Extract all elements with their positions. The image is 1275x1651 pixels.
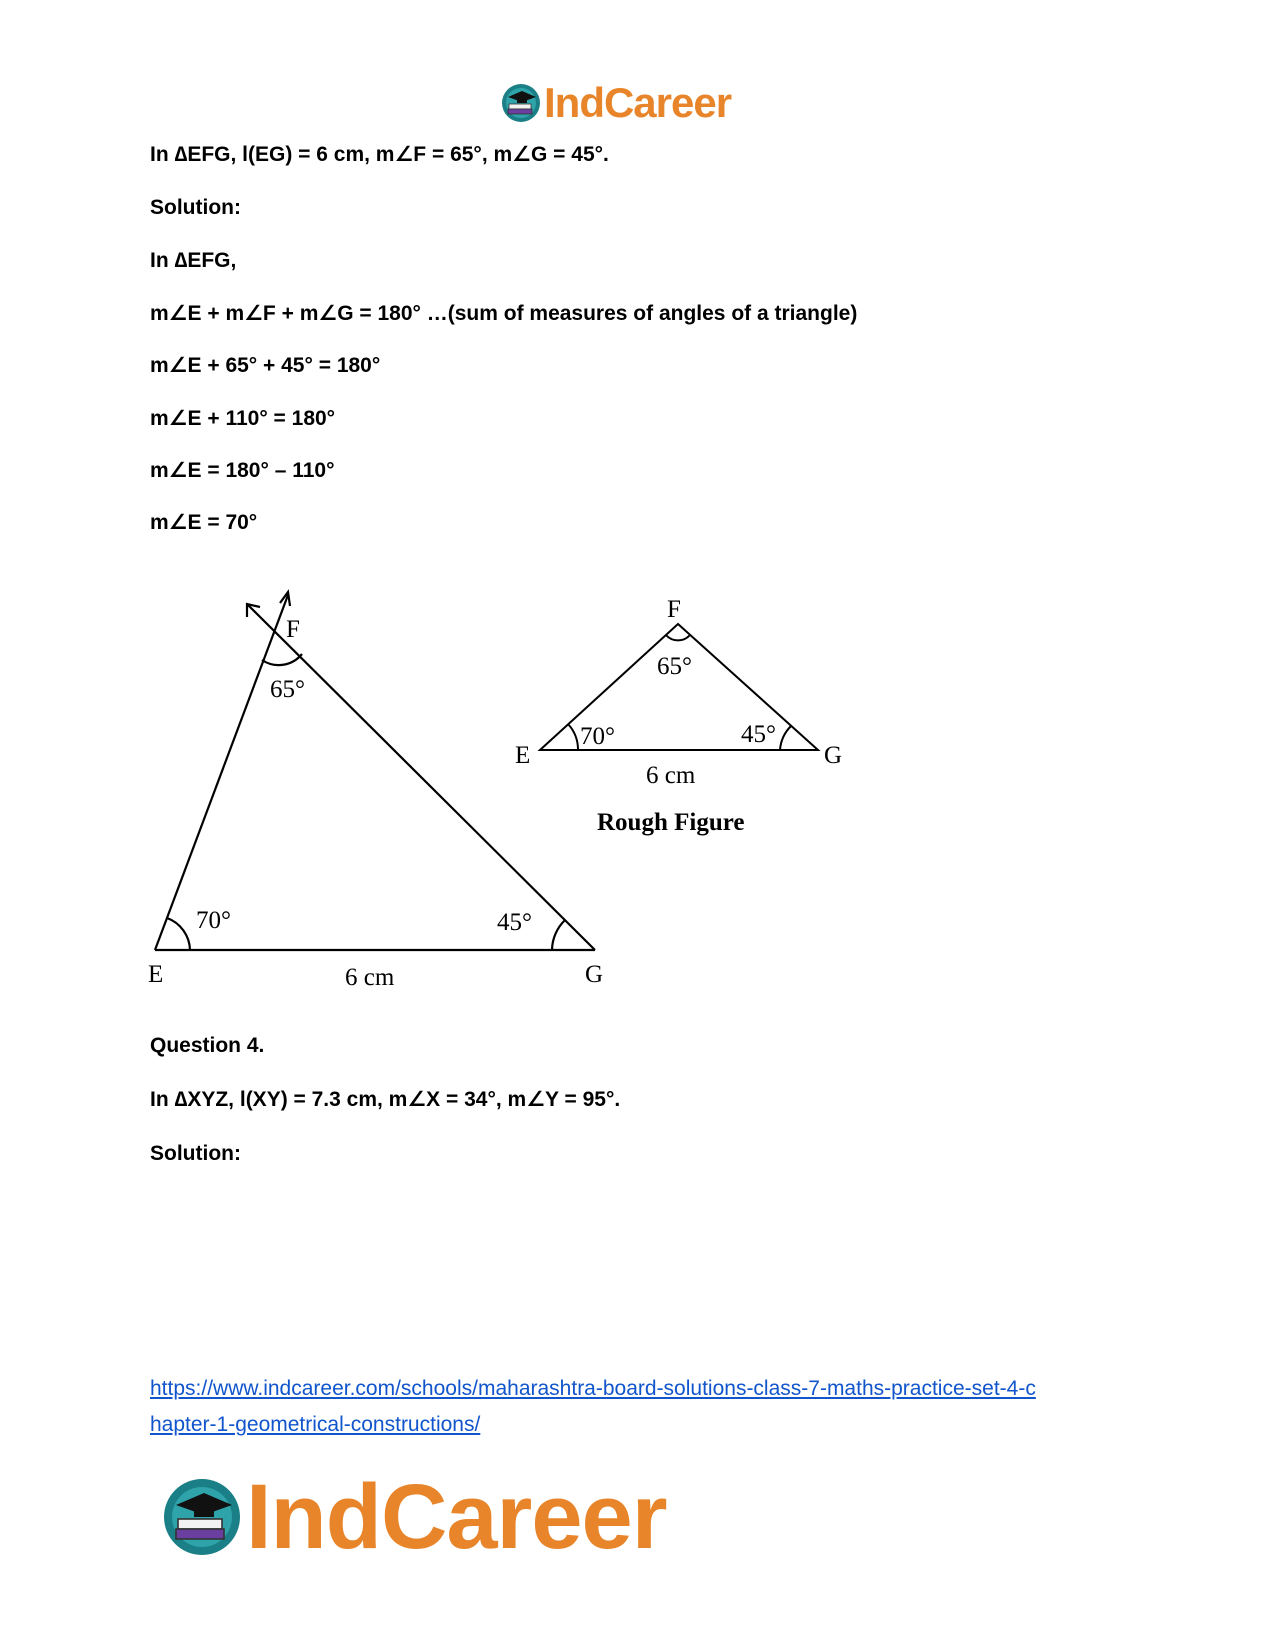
logo-text: IndCareer — [544, 79, 732, 126]
problem-statement: In ∆EFG, l(EG) = 6 cm, m∠F = 65°, m∠G = 45°. — [150, 143, 609, 166]
graduation-cap-books-icon — [160, 1475, 244, 1559]
rough-vertex-g: G — [824, 742, 843, 769]
arc-f — [262, 654, 302, 665]
question-statement: In ∆XYZ, l(XY) = 7.3 cm, m∠X = 34°, m∠Y = 95°. — [150, 1088, 621, 1111]
rough-arc-g — [780, 726, 791, 750]
solution-step: m∠E + m∠F + m∠G = 180° …(sum of measures of angles of a triangle) — [150, 302, 858, 325]
solution-step: m∠E + 110° = 180° — [150, 407, 336, 430]
main-angle-f: 65° — [270, 676, 305, 703]
solution-label: Solution: — [150, 196, 241, 219]
ray-e — [155, 595, 288, 950]
solution-step: m∠E + 65° + 45° = 180° — [150, 354, 381, 377]
main-vertex-g: G — [585, 961, 604, 988]
arc-g — [552, 920, 565, 950]
rough-arc-f — [666, 635, 690, 640]
main-angle-g: 45° — [497, 909, 532, 936]
rough-figure-caption: Rough Figure — [597, 809, 745, 836]
question-heading: Question 4. — [150, 1034, 265, 1057]
rough-angle-g: 45° — [741, 721, 776, 748]
logo-text: IndCareer — [246, 1466, 667, 1568]
main-side-eg: 6 cm — [345, 964, 395, 991]
rough-vertex-f: F — [667, 596, 681, 623]
main-angle-e: 70° — [196, 907, 231, 934]
rough-angle-e: 70° — [580, 723, 615, 750]
main-vertex-e: E — [148, 961, 164, 988]
source-link-line2[interactable]: hapter-1-geometrical-constructions/ — [150, 1413, 481, 1436]
rough-vertex-e: E — [515, 742, 531, 769]
source-link-line1[interactable]: https://www.indcareer.com/schools/maharashtra-board-solutions-class-7-maths-practice-set-4-c — [150, 1377, 1036, 1400]
rough-arc-e — [568, 724, 578, 750]
main-triangle — [155, 592, 595, 950]
rough-side-eg: 6 cm — [646, 762, 696, 789]
footer-logo — [160, 1465, 667, 1569]
solution-step: m∠E = 70° — [150, 511, 258, 534]
solution-step: m∠E = 180° – 110° — [150, 459, 335, 482]
main-vertex-f: F — [286, 616, 300, 643]
rough-angle-f: 65° — [657, 653, 692, 680]
question-solution-label: Solution: — [150, 1142, 241, 1165]
arc-e — [167, 918, 190, 950]
in-triangle-label: In ∆EFG, — [150, 249, 237, 272]
